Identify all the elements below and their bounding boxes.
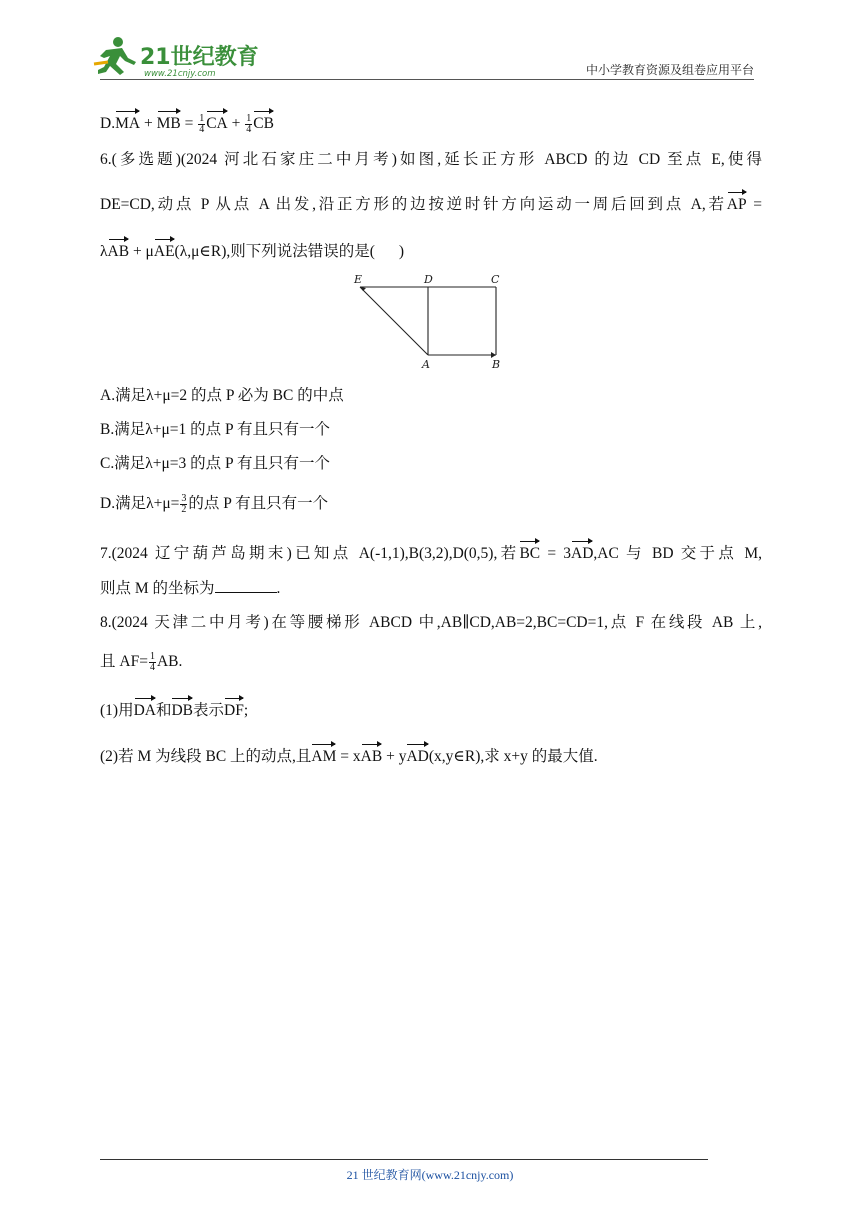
vector-ma: MA: [115, 109, 140, 135]
square-figure: [352, 272, 512, 372]
label-a: A: [422, 358, 430, 371]
footer-divider: [100, 1159, 708, 1160]
q6-line-3: λAB + μAE(λ,μ∈R),则下列说法错误的是( ): [100, 237, 404, 263]
q8-part-2: (2)若 M 为线段 BC 上的动点,且AM = xAB + yAD(x,y∈R),求 x+y 的最大值.: [100, 742, 598, 768]
vector-da: DA: [134, 696, 156, 722]
vector-ab: AB: [361, 742, 383, 768]
vector-df: DF: [224, 696, 244, 722]
fraction: $\frac{1}{4}$: [199, 112, 205, 135]
vector-db: DB: [171, 696, 193, 722]
q6-option-a: A.满足λ+μ=2 的点 P 必为 BC 的中点: [100, 387, 344, 404]
fraction: $\frac{3}{2}$: [181, 492, 187, 515]
vector-ab: AB: [108, 237, 130, 263]
q7-line-2: 则点 M 的坐标为 .: [100, 580, 281, 597]
q5-option-d: D.MA + MB = $\frac{1}{4}$ CA + $\frac{1}{4}$ CB: [100, 109, 274, 135]
logo-url: www.21cnjy.com: [144, 69, 216, 79]
vector-mb: MB: [157, 109, 181, 135]
vector-ap: AP: [727, 190, 747, 216]
fraction: $\frac{1}{4}$: [246, 112, 252, 135]
site-logo: [92, 34, 262, 80]
header-divider: [100, 79, 754, 80]
label-c: C: [491, 273, 500, 286]
vector-ad: AD: [571, 539, 593, 565]
segment-ea: [360, 287, 428, 355]
q8-line-2: 且 AF= $\frac{1}{4}$ AB.: [100, 650, 183, 673]
platform-tagline: 中小学教育资源及组卷应用平台: [585, 63, 754, 77]
label-b: B: [492, 358, 501, 371]
q6-option-b: B.满足λ+μ=1 的点 P 有且只有一个: [100, 421, 330, 438]
vector-am: AM: [311, 742, 336, 768]
q7-line-1: 7.(2024 辽宁葫芦岛期末)已知点 A(-1,1),B(3,2),D(0,5),若BC = 3AD,AC 与 BD 交于点 M,: [100, 539, 762, 565]
q6-option-c: C.满足λ+μ=3 的点 P 有且只有一个: [100, 455, 330, 472]
q6-line-1: 6.(多选题)(2024 河北石家庄二中月考)如图,延长正方形 ABCD 的边 CD 至点 E,使得: [100, 151, 762, 168]
answer-blank: [215, 578, 277, 593]
vector-ae: AE: [154, 237, 175, 263]
label-e: E: [354, 273, 363, 286]
vector-cb: CB: [253, 109, 274, 135]
runner-icon: [94, 37, 136, 75]
logo-text: 21世纪教育: [140, 45, 259, 70]
vector-bc: BC: [519, 539, 540, 565]
fraction: $\frac{1}{4}$: [149, 650, 155, 673]
q8-part-1: (1)用DA和DB表示DF;: [100, 696, 248, 722]
q6-option-d: D.满足λ+μ= $\frac{3}{2}$ 的点 P 有且只有一个: [100, 492, 329, 515]
vector-ca: CA: [206, 109, 228, 135]
label-d: D: [424, 273, 433, 286]
footer-link[interactable]: 21 世纪教育网(www.21cnjy.com): [346, 1168, 514, 1182]
q8-line-1: 8.(2024 天津二中月考)在等腰梯形 ABCD 中,AB∥CD,AB=2,BC=CD=1,点 F 在线段 AB 上,: [100, 614, 762, 631]
arrowhead-e: [360, 287, 366, 291]
vector-ad: AD: [406, 742, 428, 768]
q6-line-2: DE=CD,动点 P 从点 A 出发,沿正方形的边按逆时针方向运动一周后回到点 A,若AP =: [100, 190, 762, 216]
